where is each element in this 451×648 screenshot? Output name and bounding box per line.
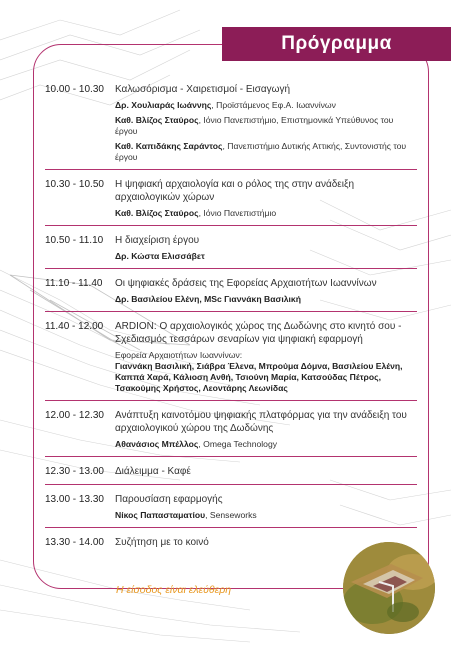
session-title: Η διαχείριση έργου [115, 235, 200, 246]
schedule-row [45, 277, 417, 312]
session-title: Διάλειμμα - Καφέ [115, 466, 191, 477]
page-title [222, 27, 451, 61]
session-title: ARDION: Ο αρχαιολογικός χώρος της Δωδώνης στο κινητό σου - Σχεδιασμός τεσσάρων σεναρίων για ψηφιακή εφαρμογή [115, 321, 402, 345]
session-time: 11.10 - 11.40 [45, 278, 103, 289]
session-time: 12.00 - 12.30 [45, 410, 104, 421]
schedule-row [45, 465, 417, 485]
session-title: Καλωσόρισμα - Χαιρετισμοί - Εισαγωγή [115, 84, 291, 95]
schedule-row [45, 234, 417, 269]
session-title: Η ψηφιακή αρχαιολογία και ο ρόλος της στην ανάδειξη αρχαιολογικών χώρων [115, 179, 355, 203]
speaker: Καθ. Βλίζος Σταύρος, Ιόνιο Πανεπιστήμιο [115, 208, 277, 218]
session-time: 10.30 - 10.50 [45, 179, 104, 190]
schedule-row [45, 493, 417, 528]
session-time: 13.30 - 14.00 [45, 537, 104, 548]
free-entry-note: Η είσοδος είναι ελεύθερη [116, 584, 232, 596]
speaker: Δρ. Βασιλείου Ελένη, MSc Γιαννάκη Βασιλική [115, 294, 301, 304]
session-time: 12.30 - 13.00 [45, 466, 104, 477]
schedule [45, 83, 417, 563]
speaker-list: Γιαννάκη Βασιλική, Σιάβρα Έλενα, Μπρούμα Δόμνα, Βασιλείου Ελένη, Καππά Χαρά, Κάλιοση Ανθή, Τσιούνη Μαρία, Κατσούδας Πέτρος, Τσακούμης Χρήστος, Λεοντάρης Λεωνίδας [115, 361, 403, 393]
speaker: Νίκος Παπασταματίου, Senseworks [115, 510, 257, 520]
schedule-row [45, 83, 417, 170]
session-time: 11.40 - 12.00 [45, 321, 104, 332]
schedule-row [45, 409, 417, 457]
speaker: Δρ. Κώστα Ελισσάβετ [115, 251, 205, 261]
session-time: 10.00 - 10.30 [45, 84, 104, 95]
session-time: 10.50 - 11.10 [45, 235, 104, 246]
site-photo [343, 542, 435, 634]
organization: Εφορεία Αρχαιοτήτων Ιωαννίνων: [115, 350, 243, 360]
page-title-text: Πρόγραμμα [281, 33, 392, 54]
schedule-row [45, 178, 417, 226]
speaker: Αθανάσιος Μπέλλος, Omega Technology [115, 439, 278, 449]
session-title: Οι ψηφιακές δράσεις της Εφορείας Αρχαιοτήτων Ιωαννίνων [115, 278, 377, 289]
speaker: Καθ. Καπιδάκης Σαράντος, Πανεπιστήμιο Δυτικής Αττικής, Συντονιστής του έργου [115, 141, 407, 162]
session-title: Παρουσίαση εφαρμογής [115, 494, 223, 505]
site-photo-illustration [343, 542, 435, 634]
speaker: Δρ. Χουλιαράς Ιωάννης, Προϊστάμενος Εφ.Α. Ιωαννίνων [115, 100, 336, 110]
speaker: Καθ. Βλίζος Σταύρος, Ιόνιο Πανεπιστήμιο, Επιστημονικά Υπεύθυνος του έργου [115, 115, 394, 136]
session-title: Ανάπτυξη καινοτόμου ψηφιακής πλατφόρμας για την ανάδειξη του αρχαιολογικού χώρου της Δωδώνης [115, 410, 407, 434]
session-title: Συζήτηση με το κοινό [115, 537, 209, 548]
schedule-row [45, 320, 417, 401]
session-time: 13.00 - 13.30 [45, 494, 104, 505]
